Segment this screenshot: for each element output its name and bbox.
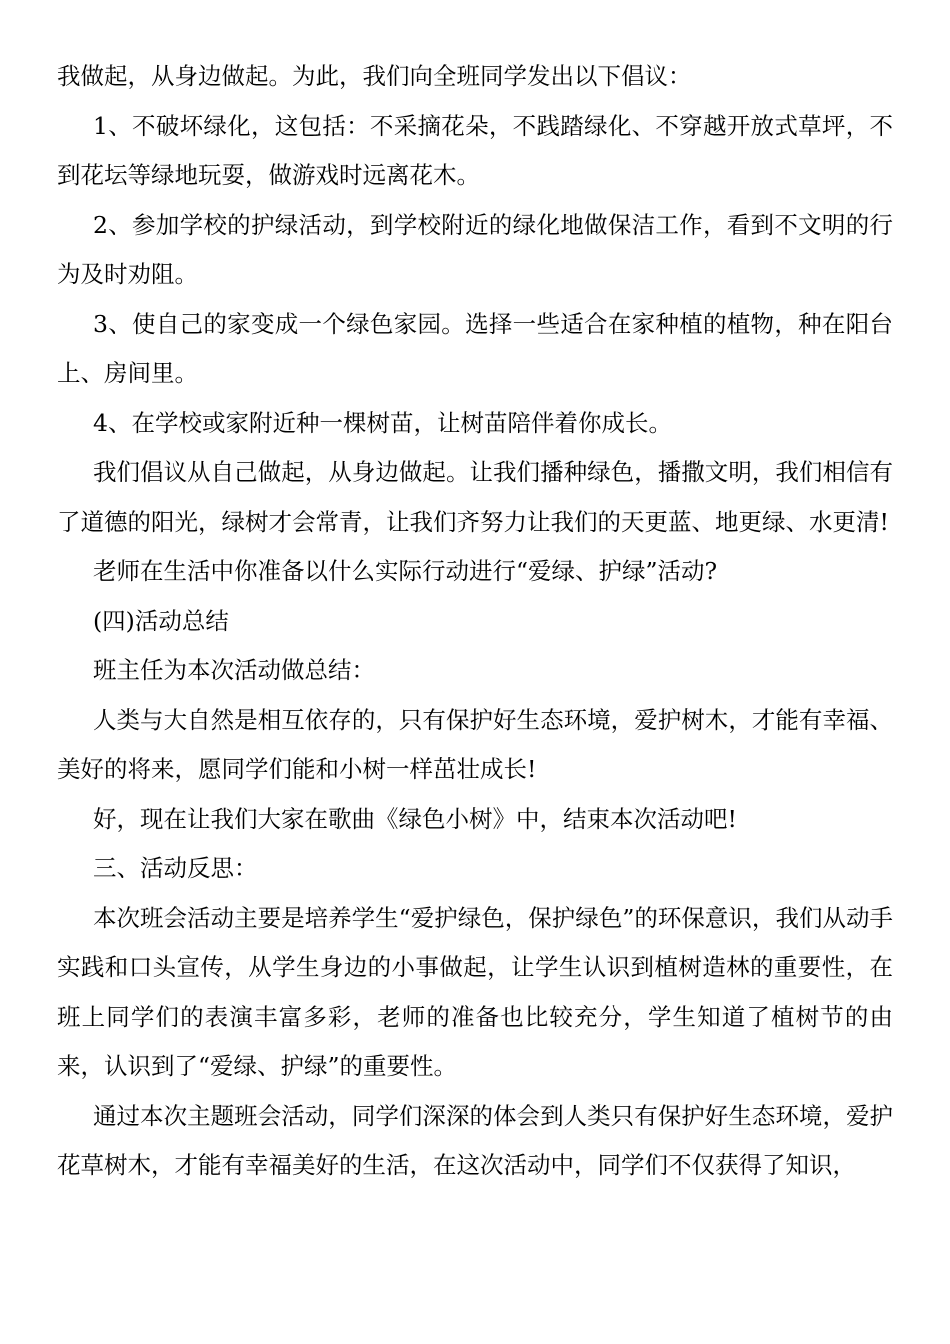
paragraph-proposal-4: 4、在学校或家附近种一棵树苗，让树苗陪伴着你成长。 [93, 408, 672, 437]
paragraph-summary-intro: 班主任为本次活动做总结： [93, 656, 375, 684]
paragraph-reflection-1: 本次班会活动主要是培养学生“爱护绿色，保护绿色”的环保意识，我们从动手实践和口头宣传，从学生身边的小事做起，让学生认识到植树造林的重要性，在班上同学们的表演丰富多彩，老师的准备也比较充分，学生知道了植树节的由来，认识到了“爱绿、护绿”的重要性。 [57, 903, 893, 1080]
paragraph-teacher-question: 老师在生活中你准备以什么实际行动进行“爱绿、护绿”活动? [93, 557, 718, 585]
paragraph-continuation: 我做起，从身边做起。为此，我们向全班同学发出以下倡议： [57, 62, 692, 90]
document-page [57, 52, 893, 1191]
paragraph-closing: 好，现在让我们大家在歌曲《绿色小树》中，结束本次活动吧! [93, 804, 737, 833]
paragraph-proposal-1: 1、不破坏绿化，这包括：不采摘花朵，不践踏绿化、不穿越开放式草坪，不到花坛等绿地玩耍，做游戏时远离花木。 [57, 111, 893, 189]
paragraph-reflection-2: 通过本次主题班会活动，同学们深深的体会到人类只有保护好生态环境，爱护花草树木，才能有幸福美好的生活，在这次活动中，同学们不仅获得了知识， [57, 1101, 893, 1179]
paragraph-summary: 人类与大自然是相互依存的，只有保护好生态环境，爱护树木，才能有幸福、美好的将来，愿同学们能和小树一样茁壮成长! [57, 705, 893, 783]
paragraph-appeal: 我们倡议从自己做起，从身边做起。让我们播种绿色，播撒文明，我们相信有了道德的阳光，绿树才会常青，让我们齐努力让我们的天更蓝、地更绿、水更清! [57, 458, 893, 536]
paragraph-proposal-3: 3、使自己的家变成一个绿色家园。选择一些适合在家种植的植物，种在阳台上、房间里。 [57, 309, 893, 387]
section-heading-summary: (四)活动总结 [93, 606, 229, 635]
section-heading-reflection: 三、活动反思： [93, 854, 258, 882]
paragraph-proposal-2: 2、参加学校的护绿活动，到学校附近的绿化地做保洁工作，看到不文明的行为及时劝阻。 [57, 210, 893, 288]
